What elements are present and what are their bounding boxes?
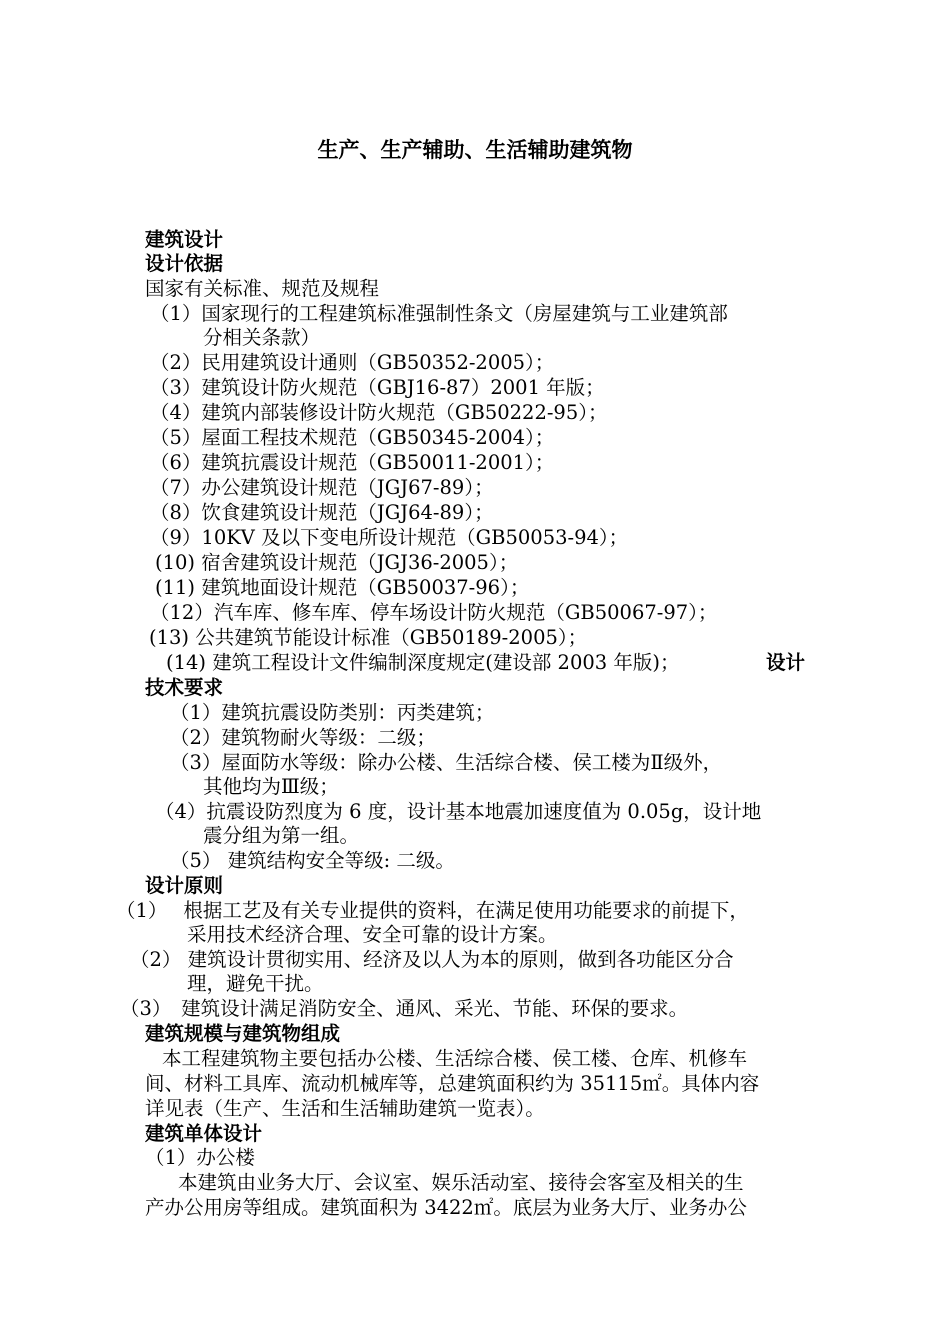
- standard-item-2: （2）民用建筑设计通则（GB50352-2005）；: [150, 351, 555, 374]
- principle-item-2-cont: 理，避免干扰。: [187, 972, 324, 995]
- standard-item-1: （1）国家现行的工程建筑标准强制性条文（房屋建筑与工业建筑部: [150, 302, 728, 325]
- office-building-heading: （1）办公楼: [145, 1146, 255, 1169]
- standard-item-8: （8）饮食建筑设计规范（JGJ64-89）；: [150, 501, 494, 524]
- standard-item-14: (14) 建筑工程设计文件编制深度规定(建设部 2003 年版)；: [166, 651, 680, 674]
- tech-item-2: （2）建筑物耐火等级：二级；: [170, 726, 436, 749]
- basis-intro: 国家有关标准、规范及规程: [145, 277, 380, 300]
- scale-paragraph-line-3: 详见表（生产、生活和生活辅助建筑一览表）。: [145, 1097, 545, 1120]
- heading-design-tech-part2: 技术要求: [145, 676, 224, 699]
- office-paragraph-line-1: 本建筑由业务大厅、会议室、娱乐活动室、接待会客室及相关的生: [178, 1171, 744, 1194]
- principle-item-2: （2） 建筑设计贯彻实用、经济及以人为本的原则，做到各功能区分合: [130, 948, 734, 971]
- heading-single-building-design: 建筑单体设计: [145, 1122, 263, 1145]
- heading-building-scale: 建筑规模与建筑物组成: [145, 1022, 341, 1045]
- heading-design-principles: 设计原则: [145, 874, 224, 897]
- page-title: 生产、生产辅助、生活辅助建筑物: [317, 137, 633, 162]
- standard-item-6: （6）建筑抗震设计规范（GB50011-2001）；: [150, 451, 555, 474]
- heading-design-basis: 设计依据: [145, 252, 224, 275]
- standard-item-7: （7）办公建筑设计规范（JGJ67-89）；: [150, 476, 494, 499]
- standard-item-4: （4）建筑内部装修设计防火规范（GB50222-95）；: [150, 401, 608, 424]
- tech-item-3-cont: 其他均为Ⅲ级；: [203, 775, 339, 798]
- principle-item-1: （1） 根据工艺及有关专业提供的资料，在满足使用功能要求的前提下，: [116, 899, 749, 922]
- tech-item-3: （3）屋面防水等级：除办公楼、生活综合楼、侯工楼为Ⅱ级外，: [170, 751, 723, 774]
- heading-design-tech-part1: 设计: [765, 651, 805, 674]
- standard-item-1-cont: 分相关条款）: [203, 326, 321, 349]
- standard-item-11: (11) 建筑地面设计规范（GB50037-96）；: [155, 576, 530, 599]
- tech-item-5: （5） 建筑结构安全等级: 二级。: [170, 849, 455, 872]
- heading-architectural-design: 建筑设计: [145, 228, 224, 251]
- standard-item-5: （5）屋面工程技术规范（GB50345-2004）；: [150, 426, 555, 449]
- scale-paragraph-line-2: 间、材料工具库、流动机械库等，总建筑面积约为 35115㎡。具体内容: [145, 1072, 760, 1095]
- tech-item-1: （1）建筑抗震设防类别：丙类建筑；: [170, 701, 495, 724]
- standard-item-12: （12）汽车库、修车库、停车场设计防火规范（GB50067-97）；: [150, 601, 718, 624]
- office-paragraph-line-2: 产办公用房等组成。建筑面积为 3422㎡。底层为业务大厅、业务办公: [145, 1196, 747, 1219]
- tech-item-4: （4）抗震设防烈度为 6 度，设计基本地震加速度值为 0.05g，设计地: [155, 800, 762, 823]
- principle-item-1-cont: 采用技术经济合理、安全可靠的设计方案。: [187, 923, 558, 946]
- scale-paragraph-line-1: 本工程建筑物主要包括办公楼、生活综合楼、侯工楼、仓库、机修车: [162, 1047, 748, 1070]
- standard-item-13: (13) 公共建筑节能设计标准（GB50189-2005）；: [149, 626, 588, 649]
- standard-item-10: (10) 宿舍建筑设计规范（JGJ36-2005）；: [155, 551, 519, 574]
- standard-item-9: （9）10KV 及以下变电所设计规范（GB50053-94）；: [150, 526, 629, 549]
- tech-item-4-cont: 震分组为第一组。: [203, 824, 360, 847]
- principle-item-3: （3） 建筑设计满足消防安全、通风、采光、节能、环保的要求。: [120, 997, 689, 1020]
- standard-item-3: （3）建筑设计防火规范（GBJ16-87）2001 年版；: [150, 376, 605, 399]
